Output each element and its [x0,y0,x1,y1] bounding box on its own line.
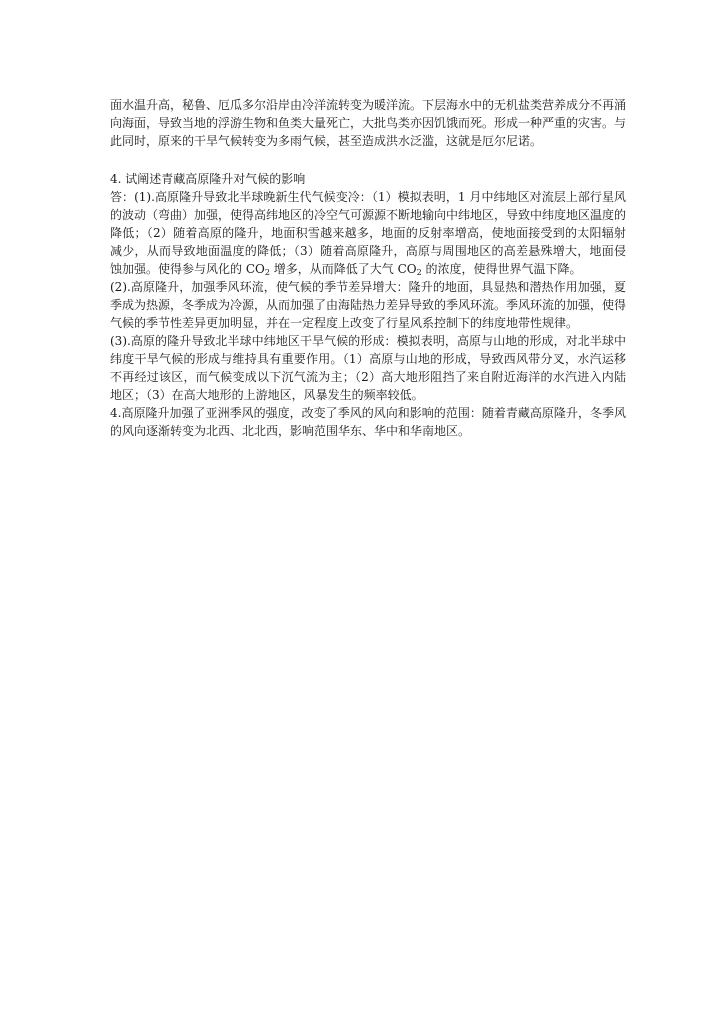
answer-point-1-text-b: 增多，从而降低了大气 CO [269,262,417,276]
question-title: 4. 试阐述青藏高原隆升对气候的影响 [110,172,306,186]
co2-subscript-1: 2 [264,268,270,277]
answer-point-2: (2).高原隆升，加强季风环流，使气候的季节差异增大：隆升的地面，具显热和潜热作用加强，夏季成为热源，冬季成为冷源，从而加强了由海陆热力差异导致的季风环流。季风环流的加强，使得气候的季节性差异更加明显，并在一定程度上改变了行星风系控制下的纬度地带性规律。 [110,280,627,330]
document-body [110,96,626,440]
co2-subscript-2: 2 [416,268,422,277]
answer-point-4: 4.高原隆升加强了亚洲季风的强度，改变了季风的风向和影响的范围：随着青藏高原隆升，冬季风的风向逐渐转变为北西、北北西，影响范围华东、华中和华南地区。 [110,406,626,438]
answer-point-1 [110,188,626,278]
answer-point-1-text-c: 的浓度，使得世界气温下降。 [421,262,582,276]
answer-point-1-text-a: 答：(1).高原隆升导致北半球晚新生代气候变冷：（1）模拟表明，1 月中纬地区对流层上部行星风的波动（弯曲）加强，使得高纬地区的冷空气可源源不断地输向中纬地区，导致中纬度地区温度的降低；（2）随着高原的隆升，地面积雪越来越多，地面的反射率增高，使地面接受到的太阳辐射减少，从而导致地面温度的降低；（3）随着高原隆升，高原与周围地区的高差悬殊增大，地面侵蚀加强。使得参与风化的 CO [110,190,627,276]
intro-paragraph: 面水温升高，秘鲁、厄瓜多尔沿岸由冷洋流转变为暖洋流。下层海水中的无机盐类营养成分不再涌向海面，导致当地的浮游生物和鱼类大量死亡，大批鸟类亦因饥饿而死。形成一种严重的灾害。与此同时，原来的干旱气候转变为多雨气候，甚至造成洪水泛滥，这就是厄尔尼诺。 [110,98,627,148]
paragraph-spacer [110,150,626,170]
answer-point-3: (3).高原的隆升导致北半球中纬地区干旱气候的形成：模拟表明，高原与山地的形成，对北半球中纬度干旱气候的形成与维持具有重要作用。（1）高原与山地的形成，导致西风带分叉，水汽运移不再经过该区，而气候变成以下沉气流为主；（2）高大地形阻挡了来自附近海洋的水汽进入内陆地区；（3）在高大地形的上游地区，风暴发生的频率较低。 [110,334,626,402]
